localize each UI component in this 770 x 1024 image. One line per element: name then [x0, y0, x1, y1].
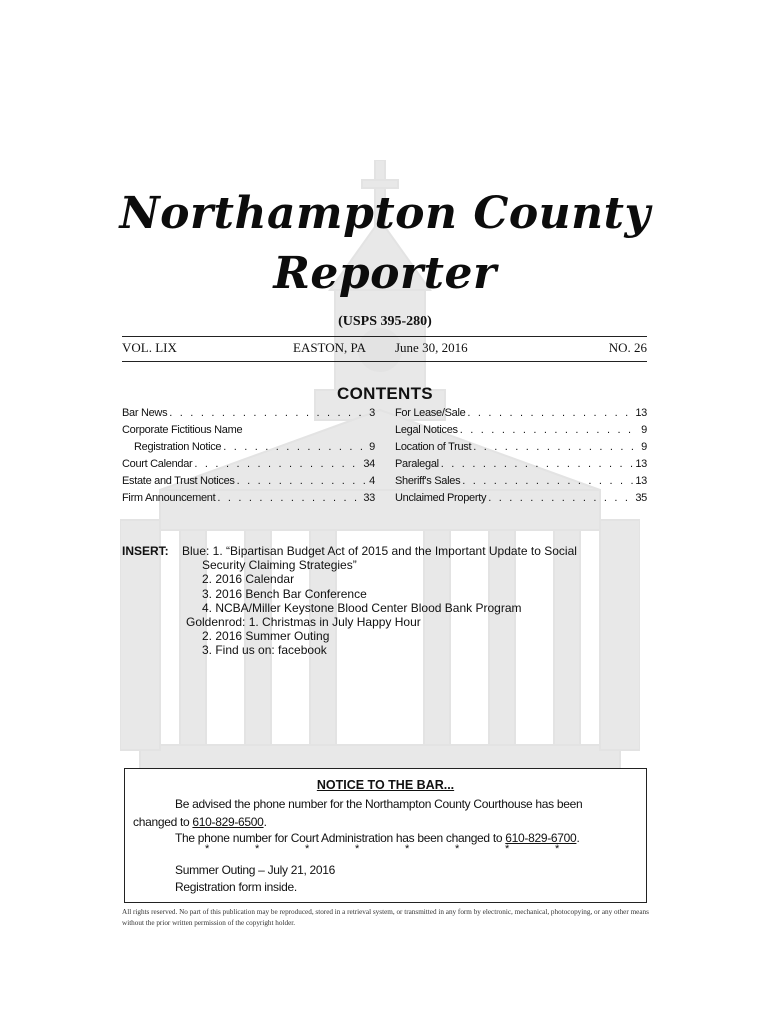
toc-entry-label: Bar News: [122, 407, 168, 419]
contents-title: CONTENTS: [337, 384, 433, 403]
toc-entry[interactable]: [395, 422, 647, 439]
separator-star: *: [305, 843, 310, 855]
toc-entry-page: 4: [369, 475, 375, 487]
masthead-title-line2: Reporter: [273, 248, 497, 299]
separator-star: *: [405, 843, 410, 855]
toc-entry-label: For Lease/Sale: [395, 407, 466, 419]
insert-item: 2. 2016 Summer Outing: [202, 629, 330, 644]
toc-leader: [488, 490, 633, 507]
toc-leader: [169, 405, 367, 422]
separator-star: *: [505, 843, 510, 855]
notice-line: Be advised the phone number for the Northampton County Courthouse has been: [175, 797, 583, 811]
masthead-title-line1: Northampton County: [119, 188, 651, 239]
toc-leader: [441, 456, 634, 473]
toc-leader: [194, 456, 361, 473]
toc-leader: [460, 422, 639, 439]
toc-entry-label: Legal Notices: [395, 424, 458, 436]
insert-item: 3. 2016 Bench Bar Conference: [202, 586, 367, 601]
toc-entry[interactable]: [122, 405, 375, 422]
place-label: EASTON, PA: [293, 340, 366, 355]
issue-number: NO. 26: [608, 340, 647, 355]
insert-item: Blue: 1. “Bipartisan Budget Act of 2015 and the Important Update to Social: [182, 544, 577, 558]
notice-title: NOTICE TO THE BAR...: [316, 778, 455, 792]
insert-items: [182, 544, 652, 658]
separator-star: *: [355, 843, 360, 855]
insert-item: Security Claiming Strategies”: [202, 558, 357, 573]
toc-entry[interactable]: [395, 456, 647, 473]
notice-text: The phone number for Court Administration has been changed to: [175, 831, 506, 845]
toc-entry-page: 35: [635, 492, 647, 504]
toc-entry-label: Location of Trust: [395, 441, 472, 453]
masthead: [100, 185, 670, 303]
separator-star: *: [555, 843, 560, 855]
toc-entry[interactable]: [395, 490, 647, 507]
insert-item: Goldenrod: 1. Christmas in July Happy Hour: [186, 615, 421, 630]
toc-leader: [223, 439, 367, 456]
usps-number: (USPS 395-280): [338, 314, 432, 329]
volume-label: VOL. LIX: [122, 340, 177, 355]
notice-text: changed to: [133, 815, 193, 829]
court-administration-phone: 610-829-6700: [505, 831, 577, 845]
toc-entry[interactable]: [122, 490, 375, 507]
toc-entry-page: 9: [641, 441, 647, 453]
rule-bottom: [122, 361, 647, 362]
toc-entry-label: Sheriff's Sales: [395, 475, 461, 487]
toc-entry-label: Court Calendar: [122, 458, 193, 470]
toc-entry-label: Corporate Fictitious Name: [122, 424, 243, 436]
toc-entry[interactable]: [395, 439, 647, 456]
toc-entry[interactable]: [122, 422, 375, 439]
toc-entry[interactable]: [122, 439, 375, 456]
toc-entry-page: 33: [363, 492, 375, 504]
toc-entry[interactable]: [395, 405, 647, 422]
notice-text: .: [263, 815, 267, 829]
courthouse-phone: 610-829-6500: [192, 815, 264, 829]
toc-entry-page: 3: [369, 407, 375, 419]
toc-left-column: [122, 405, 375, 507]
toc-leader: [237, 473, 368, 490]
separator-star: *: [205, 843, 210, 855]
issue-date: June 30, 2016: [395, 340, 468, 355]
notice-line: [133, 815, 267, 829]
toc-entry-page: 13: [635, 475, 647, 487]
toc-entry-page: 13: [635, 407, 647, 419]
notice-text: .: [576, 831, 580, 845]
toc-entry-page: 9: [369, 441, 375, 453]
toc-leader: [462, 473, 633, 490]
toc-entry-label: Unclaimed Property: [395, 492, 487, 504]
notice-to-the-bar-box: [124, 768, 647, 903]
toc-entry[interactable]: [395, 473, 647, 490]
separator-stars: [205, 843, 585, 855]
toc-entry-page: 13: [635, 458, 647, 470]
separator-star: *: [455, 843, 460, 855]
rule-top: [122, 336, 647, 337]
insert-heading: INSERT:: [122, 544, 169, 558]
summer-outing-line: Summer Outing – July 21, 2016: [175, 863, 336, 877]
toc-entry-label: Registration Notice: [134, 441, 222, 453]
toc-leader: [217, 490, 361, 507]
issue-line: [122, 340, 647, 358]
toc-entry-page: 9: [641, 424, 647, 436]
registration-line: Registration form inside.: [175, 880, 297, 894]
insert-item: 2. 2016 Calendar: [202, 572, 295, 587]
separator-star: *: [255, 843, 260, 855]
insert-item: 4. NCBA/Miller Keystone Blood Center Blood Bank Program: [202, 600, 522, 615]
toc-entry[interactable]: [122, 456, 375, 473]
toc-entry-label: Estate and Trust Notices: [122, 475, 235, 487]
toc-leader: [473, 439, 639, 456]
toc-leader: [467, 405, 633, 422]
toc-entry-label: Firm Announcement: [122, 492, 216, 504]
toc-right-column: [395, 405, 647, 507]
toc-entry-page: 34: [363, 458, 375, 470]
copyright-notice: All rights reserved. No part of this publication may be reproduced, stored in a retrieval system, or transmitted in any form by electronic, mechanical, photocopying, or any other means without the prior written permission of the copyright holder.: [122, 908, 649, 927]
toc-entry[interactable]: [122, 473, 375, 490]
toc-entry-label: Paralegal: [395, 458, 439, 470]
insert-item: 3. Find us on: facebook: [202, 643, 327, 658]
